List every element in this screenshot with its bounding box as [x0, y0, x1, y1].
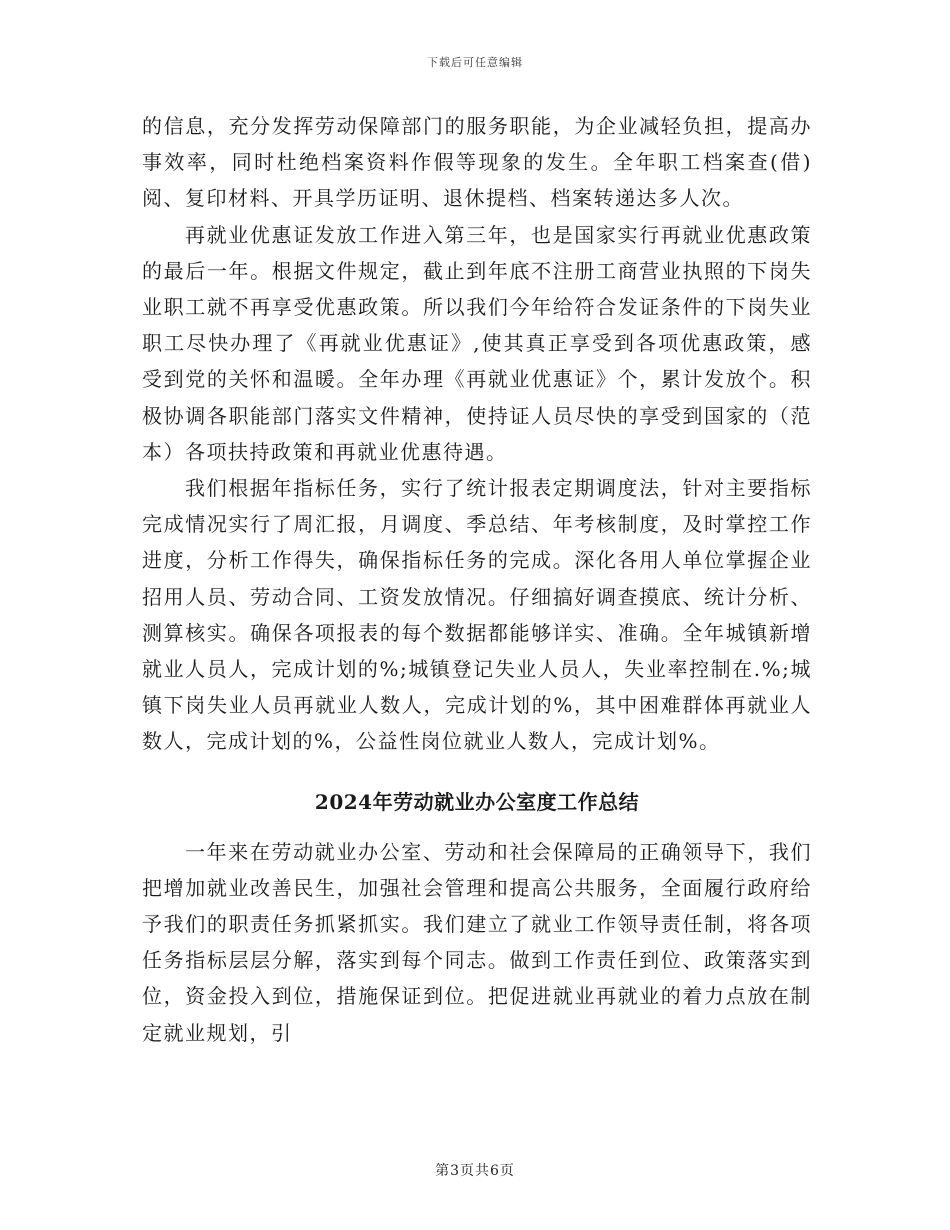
document-body [142, 108, 812, 1051]
section-title: 2024年劳动就业办公室度工作总结 [314, 789, 640, 814]
paragraph-archive-services: 的信息，充分发挥劳动保障部门的服务职能，为企业减轻负担，提高办事效率，同时杜绝档案资料作假等现象的发生。全年职工档案查(借)阅、复印材料、开具学历证明、退休提档、档案转递达多人次。 [142, 114, 812, 211]
paragraph-reemployment-certificate: 再就业优惠证发放工作进入第三年，也是国家实行再就业优惠政策的最后一年。根据文件规定，截止到年底不注册工商营业执照的下岗失业职工就不再享受优惠政策。所以我们今年给符合发证条件的下岗失业职工尽快办理了《再就业优惠证》,使其真正享受到各项优惠政策，感受到党的关怀和温暖。全年办理《再就业优惠证》个，累计发放个。积极协调各职能部门落实文件精神，使持证人员尽快的享受到国家的（范本）各项扶持政策和再就业优惠待遇。 [142, 222, 812, 464]
paragraph-annual-summary: 一年来在劳动就业办公室、劳动和社会保障局的正确领导下，我们把增加就业改善民生，加强社会管理和提高公共服务，全面履行政府给予我们的职责任务抓紧抓实。我们建立了就业工作领导责任制，将各项任务指标层层分解，落实到每个同志。做到工作责任到位、政策落实到位，资金投入到位，措施保证到位。把促进就业再就业的着力点放在制定就业规划，引 [142, 839, 812, 1045]
page-header: 下载后可任意编辑 [427, 56, 523, 69]
page-number: 第3页共6页 [435, 1163, 515, 1179]
paragraph-statistics-reporting: 我们根据年指标任务，实行了统计报表定期调度法，针对主要指标完成情况实行了周汇报，月调度、季总结、年考核制度，及时掌控工作进度，分析工作得失，确保指标任务的完成。深化各用人单位掌握企业招用人员、劳动合同、工资发放情况。仔细搞好调查摸底、统计分析、测算核实。确保各项报表的每个数据都能够详实、准确。全年城镇新增就业人员人，完成计划的%;城镇登记失业人员人，失业率控制在.%;城镇下岗失业人员再就业人数人，完成计划的%，其中困难群体再就业人数人，完成计划的%，公益性岗位就业人数人，完成计划%。 [142, 476, 812, 754]
